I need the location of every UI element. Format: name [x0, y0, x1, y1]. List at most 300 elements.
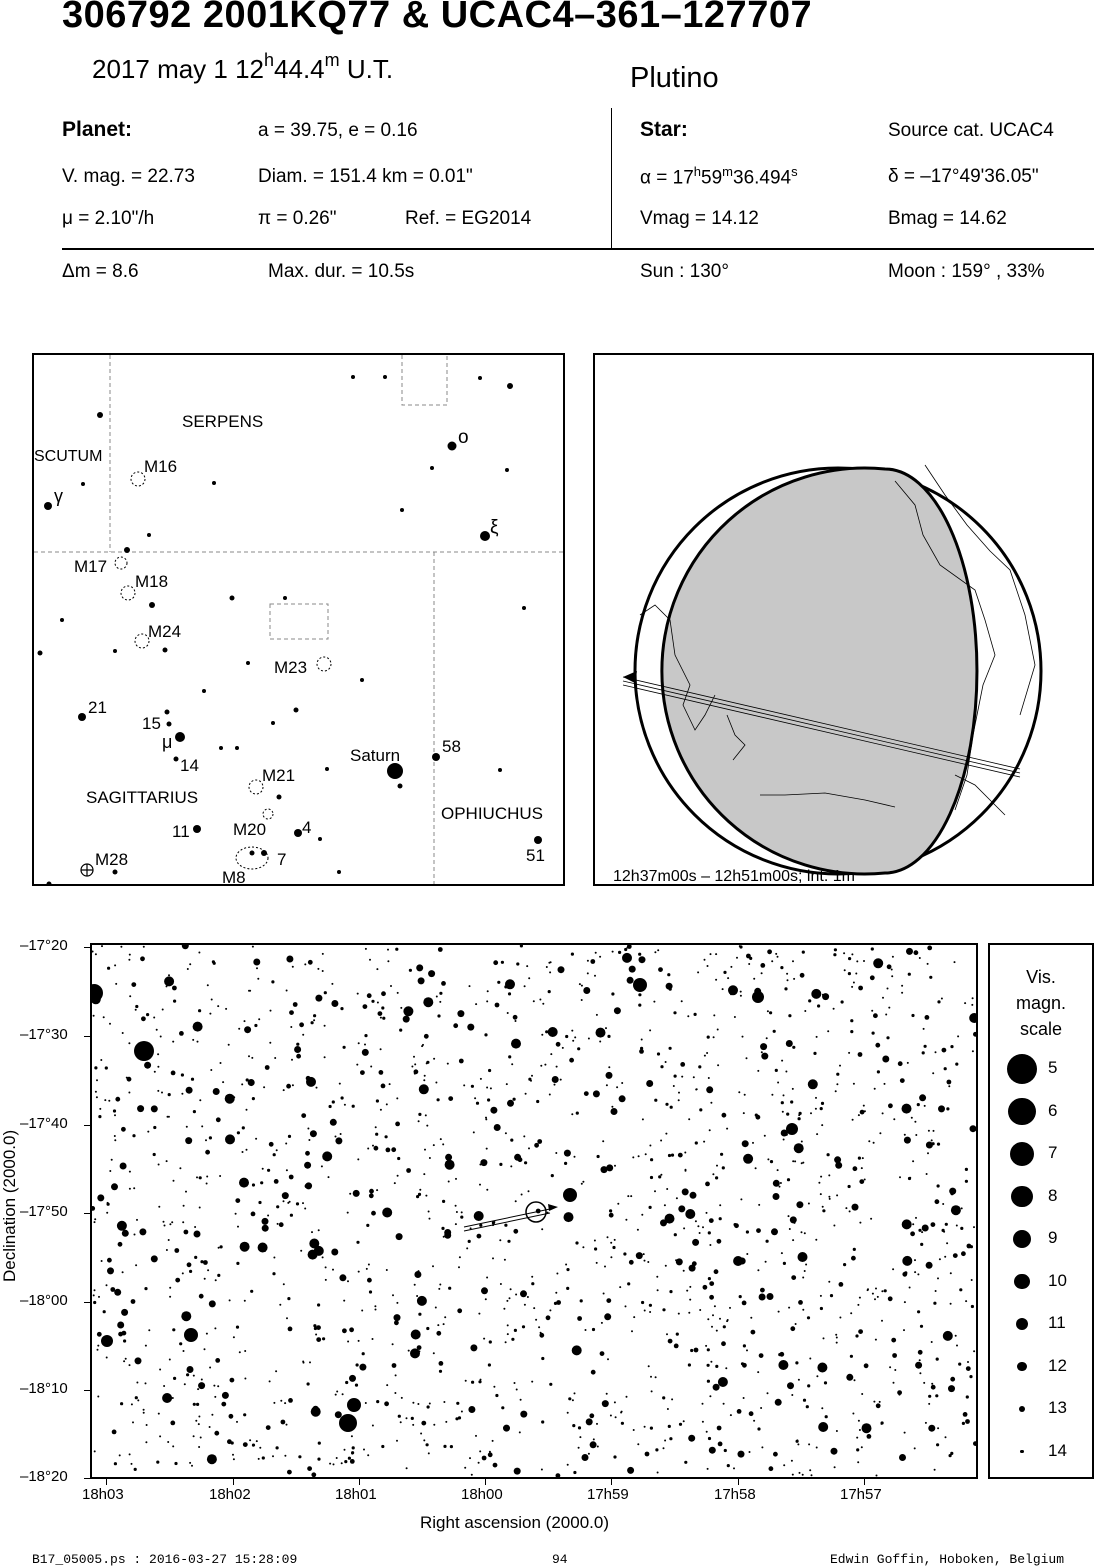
- field-star: [723, 1325, 726, 1328]
- field-star: [131, 1403, 133, 1405]
- field-star: [822, 994, 824, 996]
- field-star: [743, 1397, 745, 1399]
- field-star: [871, 947, 874, 950]
- field-star: [525, 1093, 527, 1095]
- field-star: [805, 1264, 807, 1266]
- field-star: [440, 1138, 442, 1140]
- field-star: [627, 1195, 629, 1197]
- field-star: [122, 1230, 129, 1237]
- field-star: [460, 1216, 463, 1219]
- field-star: [564, 1150, 571, 1157]
- field-star: [381, 1084, 386, 1089]
- field-star: [848, 957, 851, 960]
- field-star: [291, 1059, 293, 1061]
- field-star: [490, 1107, 497, 1114]
- field-star: [510, 1139, 513, 1142]
- field-star: [935, 1051, 937, 1053]
- field-star: [709, 1281, 714, 1286]
- field-star: [928, 1425, 935, 1432]
- globe-panel: [593, 353, 1094, 886]
- field-star: [588, 1038, 590, 1040]
- field-star: [418, 1350, 420, 1352]
- field-star: [285, 1143, 287, 1145]
- field-star: [931, 1383, 933, 1385]
- star-label: ξ: [490, 517, 499, 538]
- field-star: [118, 1242, 123, 1247]
- field-star: [504, 1259, 506, 1261]
- field-star: [749, 1411, 754, 1416]
- field-star: [175, 1278, 180, 1283]
- field-star: [114, 1114, 116, 1116]
- field-star: [299, 1022, 304, 1027]
- field-star: [875, 1043, 880, 1048]
- field-star: [427, 1405, 430, 1408]
- field-star: [258, 1458, 260, 1460]
- field-star: [803, 1399, 806, 1402]
- field-star: [904, 1137, 911, 1144]
- field-star: [380, 1048, 382, 1050]
- field-star: [654, 951, 656, 953]
- field-star: [565, 1264, 567, 1266]
- field-star: [746, 954, 751, 959]
- field-star: [332, 1100, 335, 1103]
- field-star: [359, 1364, 366, 1371]
- field-star: [144, 1062, 151, 1069]
- field-star: [141, 1016, 146, 1021]
- field-star: [107, 1203, 110, 1206]
- field-star: [214, 1327, 216, 1329]
- field-star: [937, 1143, 940, 1146]
- field-star: [322, 953, 324, 955]
- star-label: 15: [142, 714, 161, 733]
- field-star: [479, 1184, 481, 1186]
- field-star: [228, 1044, 230, 1046]
- field-star: [248, 1079, 255, 1086]
- field-star: [608, 1066, 610, 1068]
- field-star: [137, 1399, 139, 1401]
- field-star: [900, 1078, 905, 1083]
- field-star: [850, 1019, 853, 1022]
- field-star: [97, 1345, 99, 1347]
- field-star: [602, 1400, 609, 1407]
- field-star: [531, 1075, 533, 1077]
- field-star: [270, 1010, 272, 1012]
- field-star: [788, 1215, 790, 1217]
- field-star: [376, 1400, 379, 1403]
- field-star: [549, 971, 551, 973]
- constellation-label: OPHIUCHUS: [441, 804, 544, 823]
- field-star: [852, 1119, 854, 1121]
- field-star: [767, 1392, 769, 1394]
- field-star: [611, 1106, 613, 1108]
- field-star: [397, 1157, 400, 1160]
- field-star: [204, 1278, 206, 1280]
- field-star: [697, 971, 699, 973]
- field-star: [200, 1437, 202, 1439]
- object-label: M16: [144, 457, 178, 476]
- field-star: [481, 1287, 488, 1294]
- field-star: [421, 1421, 426, 1426]
- field-star: [879, 1401, 881, 1403]
- field-star: [678, 1092, 680, 1094]
- field-star: [892, 956, 894, 958]
- field-star: [536, 1100, 539, 1103]
- field-star: [915, 1362, 922, 1369]
- field-star: [205, 1139, 207, 1141]
- field-star: [630, 1195, 632, 1197]
- field-star: [859, 1179, 864, 1184]
- object-label: M23: [274, 658, 308, 677]
- field-star: [911, 1014, 914, 1017]
- field-star: [103, 1016, 105, 1018]
- field-star: [707, 965, 709, 967]
- field-star: [169, 1296, 171, 1298]
- field-star: [692, 1261, 697, 1266]
- field-star: [816, 1036, 818, 1038]
- field-star: [419, 1189, 421, 1191]
- field-star: [381, 1445, 384, 1448]
- field-star: [159, 1369, 161, 1371]
- field-star: [727, 977, 729, 979]
- star-heading: Star:: [640, 118, 688, 141]
- field-star: [187, 968, 189, 970]
- field-star: [582, 1454, 589, 1461]
- field-star: [715, 979, 717, 981]
- field-star: [540, 1332, 542, 1334]
- field-star: [541, 1420, 544, 1423]
- field-star: [572, 1424, 575, 1427]
- field-star: [471, 1085, 474, 1088]
- field-star: [958, 1363, 961, 1366]
- field-star: [500, 1283, 502, 1285]
- field-star: [961, 1251, 966, 1256]
- legend-mag-label: 8: [1048, 1185, 1058, 1205]
- field-star: [676, 1333, 679, 1336]
- field-star: [815, 1097, 817, 1099]
- field-star: [97, 1194, 104, 1201]
- field-star: [969, 1375, 972, 1378]
- field-star: [347, 1212, 349, 1214]
- field-star: [739, 1295, 742, 1298]
- field-star: [846, 1374, 853, 1381]
- field-star: [251, 1212, 256, 1217]
- field-star: [507, 1100, 514, 1107]
- field-star: [428, 970, 435, 977]
- field-star: [527, 1296, 529, 1298]
- field-star: [781, 1252, 783, 1254]
- field-star: [713, 1384, 720, 1391]
- field-star: [830, 1294, 833, 1297]
- field-star: [182, 1272, 184, 1274]
- field-star: [117, 1322, 124, 1329]
- field-star: [713, 1036, 715, 1038]
- field-star: [904, 1134, 906, 1136]
- field-star: [911, 1117, 913, 1119]
- field-star: [549, 1309, 551, 1311]
- field-star: [586, 1418, 593, 1425]
- field-star: [255, 1138, 257, 1140]
- field-star: [804, 1010, 806, 1012]
- field-star: [535, 1319, 537, 1321]
- field-star: [468, 1406, 475, 1413]
- field-star: [887, 988, 889, 990]
- field-star: [685, 1170, 687, 1172]
- field-star: [258, 1243, 268, 1253]
- field-star: [186, 1126, 188, 1128]
- object-class: Plutino: [630, 62, 719, 94]
- field-star: [606, 1084, 608, 1086]
- field-star: [711, 1326, 713, 1328]
- star-label: μ: [162, 732, 173, 752]
- field-star: [855, 1334, 858, 1337]
- field-star: [715, 1176, 718, 1179]
- field-star: [760, 1043, 767, 1050]
- field-star: [871, 1010, 873, 1012]
- field-star: [423, 1173, 425, 1175]
- field-star: [174, 1462, 177, 1465]
- field-star: [350, 1459, 355, 1464]
- field-star: [437, 1014, 440, 1017]
- field-star: [609, 1213, 614, 1218]
- field-star: [207, 1454, 217, 1464]
- field-star: [235, 1198, 240, 1203]
- field-star: [236, 1262, 239, 1265]
- field-star: [864, 1110, 866, 1112]
- field-star: [649, 1311, 651, 1313]
- field-star: [823, 1337, 825, 1339]
- field-star: [429, 1157, 431, 1159]
- field-star: [785, 1133, 788, 1136]
- field-star: [923, 1382, 925, 1384]
- x-axis-label: Right ascension (2000.0): [420, 1513, 610, 1532]
- field-star: [704, 1055, 706, 1057]
- field-star: [623, 1252, 626, 1255]
- field-star: [867, 1289, 869, 1291]
- field-star: [791, 1275, 796, 1280]
- field-star: [467, 1024, 474, 1031]
- field-star: [401, 1397, 403, 1399]
- field-star: [187, 1366, 194, 1373]
- field-star: [537, 1139, 542, 1144]
- field-star: [750, 1317, 752, 1319]
- field-star: [489, 1340, 492, 1343]
- field-star: [759, 1294, 766, 1301]
- field-star: [354, 1420, 356, 1422]
- field-star: [917, 1310, 920, 1313]
- star-label: 7: [277, 850, 287, 869]
- field-star: [173, 1180, 175, 1182]
- field-star: [523, 1135, 525, 1137]
- field-star: [423, 997, 433, 1007]
- field-star: [231, 1441, 234, 1444]
- ra-tick-label: 18h02: [209, 1486, 251, 1503]
- field-star: [487, 1098, 490, 1101]
- field-star: [344, 1460, 347, 1463]
- field-star: [197, 1388, 199, 1390]
- planet-pi: π = 0.26": [258, 208, 337, 229]
- field-star: [761, 1053, 768, 1060]
- field-star: [858, 1114, 860, 1116]
- field-star: [412, 1424, 414, 1426]
- field-star: [313, 1019, 315, 1021]
- field-star: [361, 1310, 363, 1312]
- field-star: [444, 1229, 451, 1236]
- field-star: [250, 1290, 253, 1293]
- field-star: [746, 1230, 749, 1233]
- field-star: [131, 1299, 136, 1304]
- field-star: [184, 1383, 186, 1385]
- field-star: [147, 1131, 149, 1133]
- field-star: [336, 1457, 338, 1459]
- field-star: [220, 1062, 222, 1064]
- field-star: [780, 1182, 782, 1184]
- field-star: [853, 1083, 855, 1085]
- field-star: [560, 1079, 562, 1081]
- field-star: [385, 1135, 388, 1138]
- field-star: [689, 1299, 691, 1301]
- field-star: [138, 1053, 140, 1055]
- field-star: [717, 1064, 719, 1066]
- field-star: [146, 1424, 148, 1426]
- field-star: [800, 973, 805, 978]
- field-star: [258, 1018, 260, 1020]
- field-star: [485, 1117, 487, 1119]
- field-star: [111, 1159, 113, 1161]
- field-star: [891, 969, 893, 971]
- field-star: [243, 1413, 246, 1416]
- field-star: [316, 1087, 318, 1089]
- field-star: [199, 1207, 201, 1209]
- field-star: [725, 1367, 727, 1369]
- field-star: [742, 1363, 747, 1368]
- field-star: [718, 1442, 723, 1447]
- field-star: [796, 1201, 803, 1208]
- field-star: [925, 1422, 927, 1424]
- field-star: [317, 968, 319, 970]
- field-star: [495, 1394, 498, 1397]
- field-star: [148, 1329, 150, 1331]
- field-star: [899, 1454, 906, 1461]
- field-star: [97, 1396, 99, 1398]
- field-star: [151, 1255, 158, 1262]
- field-star: [649, 1029, 651, 1031]
- field-star: [417, 1345, 422, 1350]
- field-star: [703, 1141, 705, 1143]
- field-star: [352, 1407, 355, 1410]
- field-star: [597, 1155, 600, 1158]
- field-star: [616, 1086, 618, 1088]
- field-star: [684, 1152, 686, 1154]
- field-star: [115, 1097, 120, 1102]
- field-star: [380, 1109, 382, 1111]
- field-star: [179, 1167, 181, 1169]
- field-star: [296, 1202, 299, 1205]
- dec-tick: [84, 1213, 92, 1214]
- field-star: [910, 1231, 915, 1236]
- field-star: [441, 1227, 444, 1230]
- star-vmag: Vmag = 14.12: [640, 208, 759, 229]
- field-star: [699, 1232, 701, 1234]
- field-star: [728, 985, 738, 995]
- field-star: [769, 1466, 774, 1471]
- field-star: [209, 1013, 211, 1015]
- field-star: [950, 1303, 952, 1305]
- field-star: [377, 1002, 379, 1004]
- field-star: [218, 1247, 220, 1249]
- field-star: [507, 1333, 509, 1335]
- field-star: [465, 1380, 467, 1382]
- field-star: [843, 1263, 846, 1266]
- field-star: [798, 1117, 801, 1120]
- field-star: [443, 1445, 446, 1448]
- field-star: [137, 1105, 144, 1112]
- field-star: [363, 1449, 365, 1451]
- field-star: [307, 1466, 312, 1471]
- field-star: [818, 1422, 828, 1432]
- field-star: [164, 976, 174, 986]
- field-star: [290, 1026, 292, 1028]
- field-star: [344, 1104, 346, 1106]
- field-star: [499, 1239, 501, 1241]
- field-star: [792, 960, 794, 962]
- field-star: [678, 1153, 683, 1158]
- field-star: [395, 1374, 397, 1376]
- field-star: [720, 1153, 723, 1156]
- field-star: [933, 1130, 935, 1132]
- field-star: [242, 1151, 244, 1153]
- field-star: [851, 986, 853, 988]
- field-star: [674, 1075, 677, 1078]
- field-star: [808, 999, 811, 1002]
- field-star: [522, 1325, 525, 1328]
- field-star: [475, 1435, 477, 1437]
- field-star: [972, 997, 974, 999]
- field-star: [367, 1278, 372, 1283]
- field-star: [950, 1045, 953, 1048]
- field-star: [773, 1452, 778, 1457]
- field-star: [365, 948, 367, 950]
- field-star: [627, 1282, 630, 1285]
- field-star: [125, 1358, 127, 1360]
- field-star: [912, 1223, 914, 1225]
- field-star: [835, 1090, 837, 1092]
- field-star: [674, 1233, 677, 1236]
- field-star: [399, 1029, 402, 1032]
- field-star: [973, 1441, 976, 1446]
- field-star: [660, 1174, 662, 1176]
- field-star: [836, 1342, 838, 1344]
- field-star: [260, 1181, 263, 1184]
- field-star: [203, 1260, 208, 1265]
- cluster-marker: [249, 780, 263, 794]
- field-star: [131, 1463, 133, 1465]
- field-star: [971, 1004, 973, 1006]
- field-star: [114, 1462, 117, 1465]
- field-star: [775, 1069, 778, 1072]
- field-star: [669, 1047, 672, 1050]
- field-star: [201, 1125, 203, 1127]
- field-star: [935, 1199, 940, 1204]
- dec-tick-label: –18°00: [20, 1292, 68, 1309]
- field-star: [920, 1325, 923, 1328]
- field-star: [593, 1090, 600, 1097]
- field-star: [939, 1258, 941, 1260]
- field-star: [367, 993, 372, 998]
- field-star: [912, 1160, 914, 1162]
- field-star: [94, 1221, 96, 1223]
- sun-elongation: Sun : 130°: [640, 261, 729, 282]
- field-star: [626, 947, 628, 949]
